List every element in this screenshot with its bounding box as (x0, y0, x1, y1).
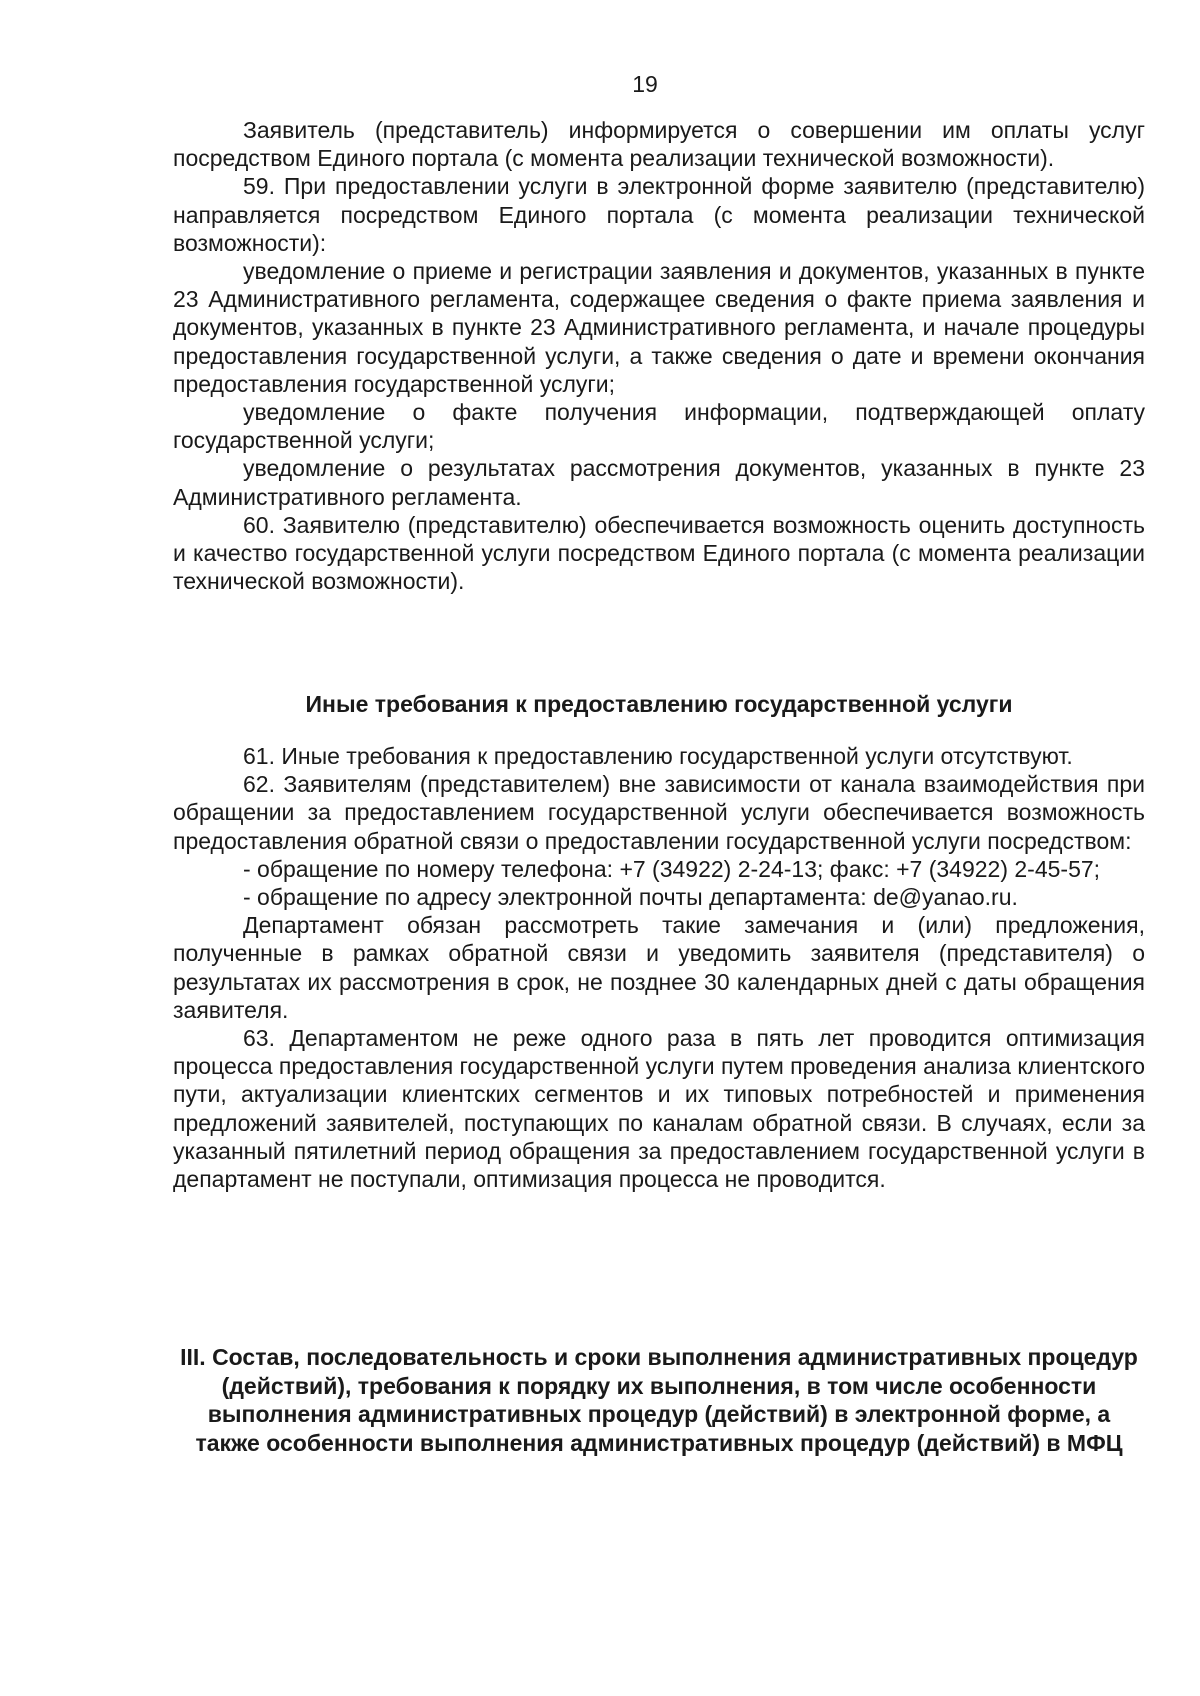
paragraph-62: 62. Заявителям (представителем) вне зависимости от канала взаимодействия при обращении за предоставлением государственной услуги обеспечивается возможность предоставления обратной связи о предоставлении государственной услуги посредством: (173, 771, 1145, 854)
page-number: 19 (632, 71, 658, 97)
paragraph-notice-registration: уведомление о приеме и регистрации заявления и документов, указанных в пункте 23 Административного регламента, содержащее сведения о факте приема заявления и документов, указанных в пункте 23 Административного регламента, и начале процедуры предоставления государственной услуги, а также сведения о дате и времени окончания предоставления государственной услуги; (173, 258, 1145, 397)
paragraph-department-obligation: Департамент обязан рассмотреть такие замечания и (или) предложения, полученные в рамках обратной связи и уведомить заявителя (представителя) о результатах их рассмотрения в срок, не позднее 30 календарных дней с даты обращения заявителя. (173, 912, 1145, 1023)
heading-other-requirements: Иные требования к предоставлению государственной услуги (305, 691, 1013, 717)
paragraph-63: 63. Департаментом не реже одного раза в пять лет проводится оптимизация процесса предоставления государственной услуги путем проведения анализа клиентского пути, актуализации клиентских сегментов и их типовых потребностей и применения предложений заявителей, поступающих по каналам обратной связи. В случаях, если за указанный пятилетний период обращения за предоставлением государственной услуги в департамент не поступали, оптимизация процесса не проводится. (173, 1025, 1145, 1193)
paragraph-59: 59. При предоставлении услуги в электронной форме заявителю (представителю) направляется посредством Единого портала (с момента реализации технической возможности): (173, 173, 1145, 256)
paragraph-payment-info: Заявитель (представитель) информируется о совершении им оплаты услуг посредством Единого портала (с момента реализации технической возможности). (173, 117, 1145, 172)
paragraph-60: 60. Заявителю (представителю) обеспечивается возможность оценить доступность и качество государственной услуги посредством Единого портала (с момента реализации технической возможности). (173, 511, 1145, 595)
section-middle-text (173, 742, 1145, 1193)
paragraph-notice-results: уведомление о результатах рассмотрения документов, указанных в пункте 23 Административного регламента. (173, 455, 1145, 510)
section-top-text (173, 116, 1145, 595)
paragraph-notice-payment: уведомление о факте получения информации, подтверждающей оплату государственной услуги; (173, 399, 1145, 454)
heading-section-three: III. Состав, последовательность и сроки выполнения административных процедур (действий), требования к порядку их выполнения, в том числе особенности выполнения административных процедур (действий) в электронной форме, а также особенности выполнения административных процедур (действий) в МФЦ (180, 1344, 1138, 1456)
paragraph-61: 61. Иные требования к предоставлению государственной услуги отсутствуют. (243, 743, 1073, 769)
paragraph-email-contact: - обращение по адресу электронной почты департамента: de@yanao.ru. (243, 884, 1018, 911)
paragraph-phone-contact: - обращение по номеру телефона: +7 (34922) 2-24-13; факс: +7 (34922) 2-45-57; (243, 855, 1101, 882)
